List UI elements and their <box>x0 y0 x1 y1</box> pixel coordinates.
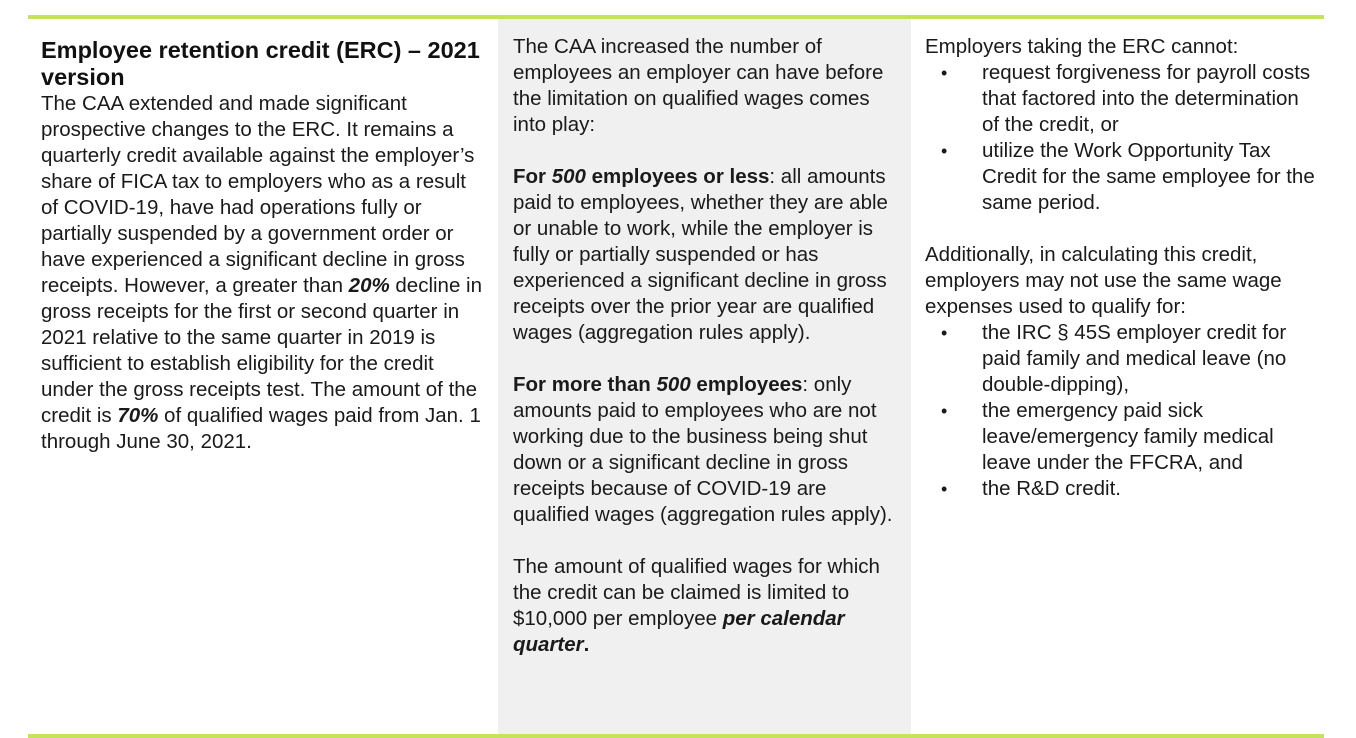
list-item <box>925 476 1316 502</box>
small-employer-text: : all amounts paid to employees, whether they are able or unable to work, while the employer is fully or partially suspended or has experienced a significant decline in gross receipts over the prior year are qualified wages (aggregation rules apply). <box>513 165 888 344</box>
small-employer-for: For <box>513 165 552 188</box>
bullet-icon: • <box>941 141 948 161</box>
bullet-icon: • <box>941 323 948 343</box>
overview-text-b: decline in gross receipts for the first or second quarter in 2021 relative to the same quarter in 2019 is sufficient to establish eligibility for the credit under the gross receipts test. The amount of the credit is <box>41 274 483 427</box>
qualified-wages-intro: The CAA increased the number of employees an employer can have before the limitation on qualified wages comes into play: <box>513 35 884 136</box>
list-item <box>925 320 1316 398</box>
wage-expense-list <box>925 320 1316 502</box>
list-item <box>925 60 1316 138</box>
erc-overview-paragraph <box>41 91 486 455</box>
bullet-icon: • <box>941 479 948 499</box>
bullet-icon: • <box>941 401 948 421</box>
list-item <box>925 398 1316 476</box>
wage-limit-paragraph <box>513 554 901 658</box>
large-employer-for: For more than <box>513 373 657 396</box>
large-employer-text: : only amounts paid to employees who are not working due to the business being shut down or a significant decline in gross receipts because of COVID-19 are qualified wages (aggregation rules apply). <box>513 373 893 526</box>
restrictions-list <box>925 60 1316 216</box>
list-item-text: utilize the Work Opportunity Tax Credit for the same employee for the same period. <box>982 139 1315 214</box>
large-employer-label: employees <box>690 373 803 396</box>
percent-70: 70% <box>117 404 159 427</box>
wage-limit-emphasis: per calendar quarter <box>513 607 845 656</box>
wage-expense-intro: Additionally, in calculating this credit, employers may not use the same wage expenses used to qualify for: <box>925 243 1282 318</box>
list-item <box>925 138 1316 216</box>
bottom-rule <box>28 734 1324 738</box>
list-item-text: the R&D credit. <box>982 477 1121 500</box>
list-item-text: request forgiveness for payroll costs that factored into the determination of the credit, or <box>982 61 1311 136</box>
small-employer-threshold: 500 <box>551 165 586 188</box>
large-employer-threshold: 500 <box>656 373 691 396</box>
wage-limit-text: The amount of qualified wages for which the credit can be claimed is limited to $10,000 per employee <box>513 555 880 630</box>
erc-overview-column <box>28 19 498 734</box>
list-item-text: the emergency paid sick leave/emergency family medical leave under the FFCRA, and <box>982 399 1274 474</box>
small-employer-label: employees or less <box>585 165 770 188</box>
overview-text-c: of qualified wages paid from Jan. 1 through June 30, 2021. <box>41 404 481 453</box>
small-employer-rule <box>513 164 901 346</box>
large-employer-rule <box>513 372 901 528</box>
section-heading: Employee retention credit (ERC) – 2021 version <box>41 37 480 90</box>
overview-text-a: The CAA extended and made significant prospective changes to the ERC. It remains a quarterly credit available against the employer’s share of FICA tax to employers who as a result of COVID-19, have had operations fully or partially suspended by a government order or have experienced a significant decline in gross receipts. However, a greater than <box>41 92 475 297</box>
restrictions-intro: Employers taking the ERC cannot: <box>925 35 1239 58</box>
percent-20: 20% <box>348 274 390 297</box>
qualified-wages-column <box>498 19 911 734</box>
list-item-text: the IRC § 45S employer credit for paid family and medical leave (no double-dipping), <box>982 321 1287 396</box>
wage-limit-end: . <box>583 633 590 656</box>
bullet-icon: • <box>941 63 948 83</box>
restrictions-column <box>911 19 1324 734</box>
